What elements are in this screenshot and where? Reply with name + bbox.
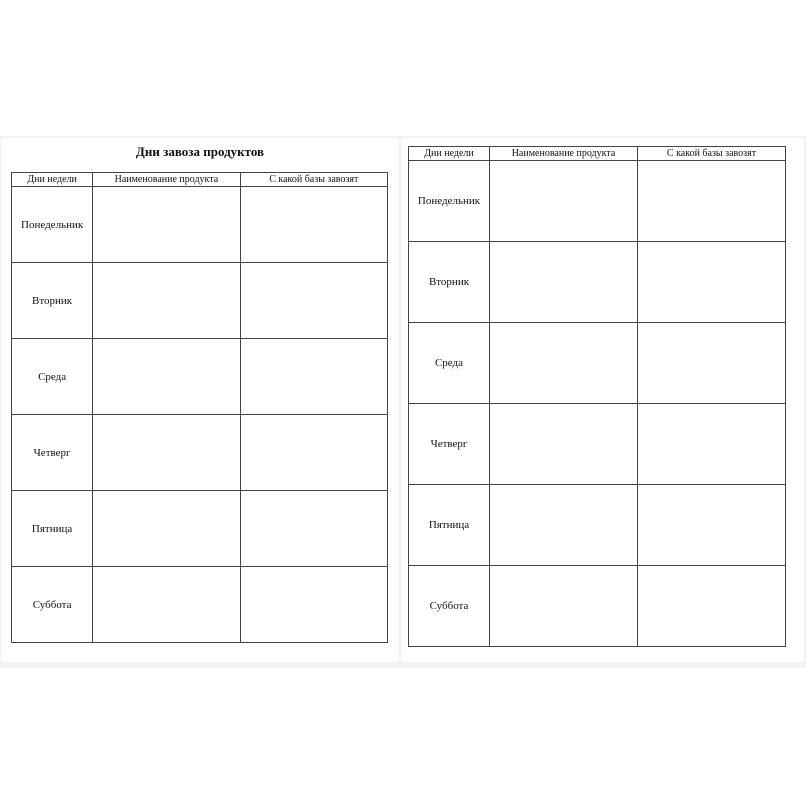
right-page <box>402 138 804 662</box>
notebook-spread <box>0 136 806 668</box>
product-cell <box>490 566 638 647</box>
table-row <box>409 404 786 485</box>
day-cell: Среда <box>409 323 490 404</box>
base-cell <box>240 415 387 491</box>
base-cell <box>638 242 786 323</box>
day-cell: Вторник <box>409 242 490 323</box>
day-cell: Пятница <box>409 485 490 566</box>
day-cell: Четверг <box>409 404 490 485</box>
table-row <box>12 263 388 339</box>
product-cell <box>93 491 240 567</box>
header-day: Дни недели <box>409 147 490 161</box>
day-cell: Пятница <box>12 491 93 567</box>
left-page <box>2 138 398 662</box>
header-row <box>12 173 388 187</box>
page-title: Дни завоза продуктов <box>135 144 265 159</box>
product-cell <box>93 567 240 643</box>
header-product: Наименование продукта <box>490 147 638 161</box>
delivery-table-left <box>11 172 388 643</box>
product-cell <box>490 323 638 404</box>
product-cell <box>93 263 240 339</box>
delivery-table-right <box>408 146 786 647</box>
base-cell <box>638 485 786 566</box>
product-cell <box>490 485 638 566</box>
table-row <box>409 485 786 566</box>
header-base: С какой базы завозят <box>638 147 786 161</box>
base-cell <box>638 161 786 242</box>
day-cell: Среда <box>12 339 93 415</box>
day-cell: Суббота <box>12 567 93 643</box>
product-cell <box>490 404 638 485</box>
table-row <box>12 187 388 263</box>
day-cell: Понедельник <box>12 187 93 263</box>
base-cell <box>240 339 387 415</box>
table-row <box>409 566 786 647</box>
product-cell <box>93 339 240 415</box>
day-cell: Суббота <box>409 566 490 647</box>
header-day: Дни недели <box>12 173 93 187</box>
day-cell: Четверг <box>12 415 93 491</box>
base-cell <box>638 404 786 485</box>
base-cell <box>240 491 387 567</box>
base-cell <box>240 567 387 643</box>
header-row <box>409 147 786 161</box>
product-cell <box>490 242 638 323</box>
base-cell <box>240 187 387 263</box>
base-cell <box>638 566 786 647</box>
base-cell <box>240 263 387 339</box>
header-base: С какой базы завозят <box>240 173 387 187</box>
day-cell: Понедельник <box>409 161 490 242</box>
header-product: Наименование продукта <box>93 173 240 187</box>
table-row <box>12 339 388 415</box>
base-cell <box>638 323 786 404</box>
product-cell <box>93 187 240 263</box>
table-row <box>12 415 388 491</box>
product-cell <box>93 415 240 491</box>
day-cell: Вторник <box>12 263 93 339</box>
table-row <box>409 161 786 242</box>
table-row <box>12 567 388 643</box>
table-row <box>409 323 786 404</box>
table-row <box>409 242 786 323</box>
product-cell <box>490 161 638 242</box>
table-row <box>12 491 388 567</box>
